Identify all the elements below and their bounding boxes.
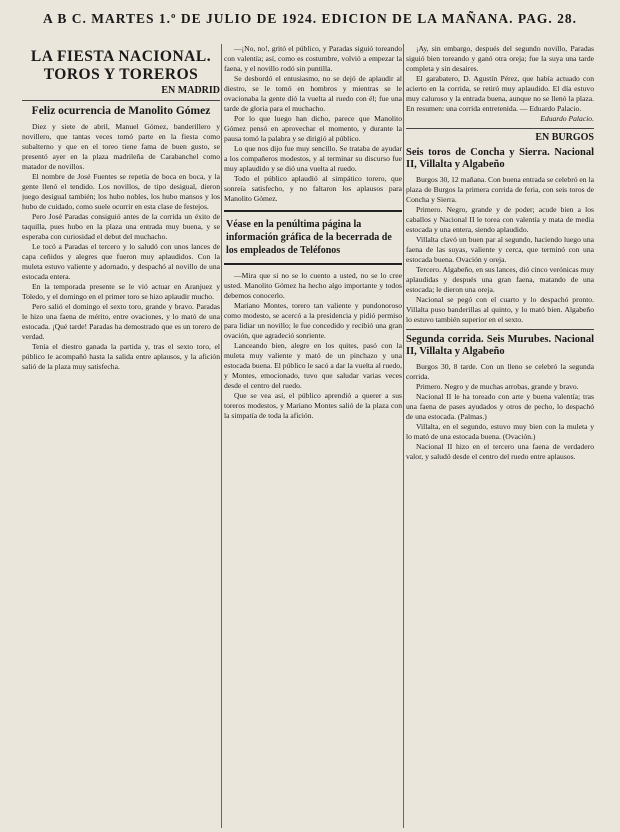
paragraph: Primero. Negro y de muchas arrobas, grande y bravo. xyxy=(416,382,579,391)
paragraph: —¡No, no!, gritó el público, y Paradas siguió toreando con valentía; así, como es costumbre, volvió a empezar la faena, y el novillo rodó sin puntilla. xyxy=(224,44,402,73)
paragraph: Lo que nos dijo fue muy sencillo. Se trataba de ayudar a los compañeros modestos, y al terminar su discurso fue muy aplaudido y se dió una vuelta al ruedo. xyxy=(224,144,402,173)
paragraph: Villalta, en el segundo, estuvo muy bien con la muleta y lo mató de una estocada buena. (Ovación.) xyxy=(406,422,594,441)
column-3 xyxy=(406,44,594,828)
paragraph: El nombre de José Fuentes se repetía de boca en boca, y la gente llenó el tendido. Los novillos, de tipo desigual, dieron juego desigual también; los hubo nobles, los hubo mansos y los hubo de cuidado, como suele ocurrir en esta clase de festejos. xyxy=(22,172,220,211)
paragraph: El garabatero, D. Agustín Pérez, que había actuado con acierto en la corrida, se retiró muy aplaudido. El día estuvo muy caluroso y la entrada buena, aunque no se llenó la plaza. En resumen: una corrida entretenida. — Eduardo Palacio. xyxy=(406,74,594,113)
paragraph: Lanceando bien, alegre en los quites, pasó con la muleta muy valiente y mató de un pinchazo y una estocada buena. El público le sacó a dar la vuelta al ruedo, y Montes, emocionado, tuvo que saludar varias veces desde el centro del ruedo. xyxy=(224,341,402,390)
paragraph: Nacional II le ha toreado con arte y buena valentía; tras una faena de pases ayudados y otros de pecho, lo despachó de una estocada. (Palmas.) xyxy=(406,392,594,421)
paragraph: Tercero. Algabeño, en sus lances, dió cinco verónicas muy aplaudidas y después una gran faena, matando de una estocada; le dieron una oreja. xyxy=(406,265,594,294)
location-label: EN BURGOS xyxy=(535,132,594,143)
paragraph: Diez y siete de abril, Manuel Gómez, banderillero y novillero, que tantas veces tomó parte en la fiesta como subalterno y que en el toreo tiene fama de buen gusto, se presentó ayer en la plaza madrileña de Carabanchel como matador de novillos. xyxy=(22,122,220,171)
divider xyxy=(406,128,594,129)
notice-box: Véase en la penúltima página la información gráfica de la becerrada de los empleados de Teléfonos xyxy=(224,210,402,265)
location-label: EN MADRID xyxy=(161,85,220,96)
column-2 xyxy=(224,44,402,828)
signature: Eduardo Palacio. xyxy=(540,114,594,123)
paragraph: Pero salió el domingo el sexto toro, grande y bravo. Paradas le hizo una faena de mérito, entre ovaciones, y lo mató de una estocada. ¡Qué tarde! Paradas ha demostrado que es un torero de verdad. xyxy=(22,302,220,341)
paragraph: Nacional II hizo en el tercero una faena de verdadero valor, y saludó desde el centro del ruedo entre aplausos. xyxy=(406,442,594,461)
paragraph: Primero. Negro, grande y de poder; acude bien a los caballos y Nacional II le torea con valentía y mata de media estocada y una entera, siendo aplaudido. xyxy=(406,205,594,234)
paragraph: En la temporada presente se le vió actuar en Aranjuez y Toledo, y el domingo en el primer toro se hizo aplaudir mucho. xyxy=(22,282,220,301)
column-rule xyxy=(403,44,404,828)
column-rule xyxy=(221,44,222,828)
section-heading: Seis toros de Concha y Sierra. Nacional II, Villalta y Algabeño xyxy=(406,147,594,170)
paragraph: Que se vea así, el público aprendió a querer a sus toreros modestos, y Mariano Montes salió de la plaza con la simpatía de toda la afición. xyxy=(224,391,402,420)
paragraph: Villalta clavó un buen par al segundo, haciendo luego una faena de las suyas, valiente y cerca, que terminó con una estocada buena. Ovación y oreja. xyxy=(406,235,594,264)
paragraph: Tenía el diestro ganada la partida y, tras el sexto toro, el público le acompañó hasta la salida entre aplausos, y la afición salió de la plaza muy satisfecha. xyxy=(22,342,220,371)
paragraph: Por lo que luego han dicho, parece que Manolito Gómez pensó en aprovechar el momento, y durante la pausa tomó la palabra y se dirigió al público. xyxy=(224,114,402,143)
paragraph: —Mira que si no se lo cuento a usted, no se lo cree usted. Manolito Gómez ha hecho algo importante y todos debemos conocerlo. xyxy=(224,271,402,300)
paragraph: Mariano Montes, torero tan valiente y pundonoroso como modesto, se acercó a la presidencia y pidió permiso para lidiar un novillo; le fue concedido y recibió una gran ovación, que agradeció sonriente. xyxy=(224,301,402,340)
paragraph: Pero José Paradas consiguió antes de la corrida un éxito de taquilla, pues hubo en la plaza una entrada muy buena, y se esperaba con curiosidad el debut del muchacho. xyxy=(22,212,220,241)
paragraph: Burgos 30, 12 mañana. Con buena entrada se celebró en la plaza de Burgos la primera corrida de feria, con seis toros de Concha y Sierra. xyxy=(406,175,594,204)
article-subtitle: Feliz ocurrencia de Manolito Gómez xyxy=(31,105,211,117)
divider xyxy=(406,329,594,330)
article-title: LA FIESTA NACIONAL. TOROS Y TOREROS xyxy=(30,48,212,83)
paragraph: Nacional se pegó con el cuarto y lo despachó pronto. Villalta puso banderillas al quinto, y lo mató bien. Algabeño lo estuvo también superior en el sexto. xyxy=(406,295,594,324)
column-1 xyxy=(22,44,220,828)
paragraph: Se desbordó el entusiasmo, no se dejó de aplaudir al diestro, se le tomó en hombros y mientras se le ovacionaba la gente dió la vuelta al ruedo con él; fue una tarde de gloria para el muchacho. xyxy=(224,74,402,113)
section-heading: Segunda corrida. Seis Murubes. Nacional II, Villalta y Algabeño xyxy=(406,334,594,357)
paragraph: ¡Ay, sin embargo, después del segundo novillo, Paradas siguió bien toreando y ganó otra oreja; fue la suya una tarde completa y sin desaires. xyxy=(406,44,594,73)
paragraph: Burgos 30, 8 tarde. Con un lleno se celebró la segunda corrida. xyxy=(406,362,594,381)
paragraph: Le tocó a Paradas el tercero y lo saludó con unos lances de capa ceñidos y alegres que fueron muy aplaudidos. Con la muleta estuvo valiente y adornado, y despachó al novillo de una estocada entera. xyxy=(22,242,220,281)
divider xyxy=(22,100,220,101)
paragraph: Todo el público aplaudió al simpático torero, que sonreía satisfecho, y no faltaron los aplausos para Manolito Gómez. xyxy=(224,174,402,203)
page-header: A B C. MARTES 1.º DE JULIO DE 1924. EDICION DE LA MAÑANA. PAG. 28. xyxy=(42,11,578,26)
